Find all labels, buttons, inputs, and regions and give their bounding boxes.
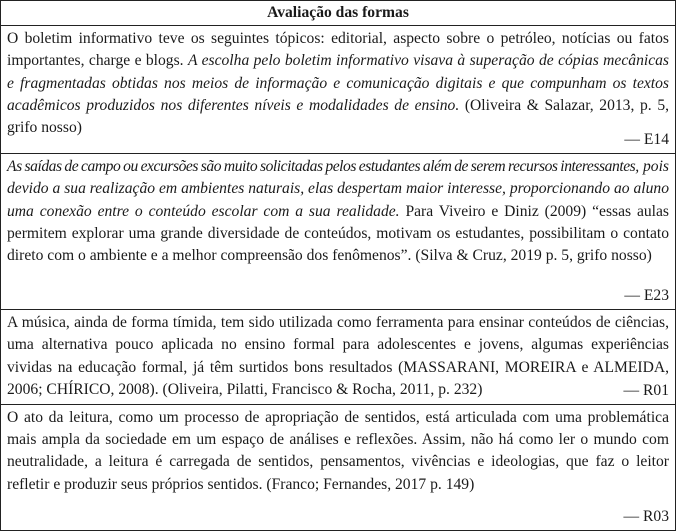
quote-text xyxy=(7,407,669,496)
quote-source: — E14 xyxy=(624,131,669,148)
table-header: Avaliação das formas xyxy=(1,1,676,26)
table-row xyxy=(1,154,676,310)
quote-source: — E23 xyxy=(624,287,669,304)
italic-segment: pois devido a sua realização em ambientes naturais, elas despertam maior interesse, proporcionando ao aluno uma conexão entre o conteúdo escolar com a sua realidade. xyxy=(7,158,669,220)
text-segment: (Oliveira & Salazar, 2013, p. 5, grifo nosso) xyxy=(7,96,670,137)
italic-segment: As saídas de campo ou excursões são muito solicitadas pelos estudantes além de serem recursos interessantes, xyxy=(7,158,639,176)
quote-text xyxy=(7,312,669,401)
quote-source: — R03 xyxy=(623,507,669,525)
quote-text xyxy=(7,28,669,139)
text-segment: O boletim informativo teve os seguintes tópicos: editorial, aspecto sobre o petróleo, notícias ou fatos importantes, charge e blogs. xyxy=(7,30,669,70)
italic-segment: A escolha pelo boletim informativo visava à superação de cópias mecânicas e fragmentadas obtidas nos meios de informação e comunicação digitais e que compunham os textos acadêmicos produzidos nos diferentes níveis e modalidades de ensino. xyxy=(7,52,669,114)
text-segment: A música, ainda de forma tímida, tem sido utilizada como ferramenta para ensinar conteúdos de ciências, uma alternativa pouco aplicada no ensino formal para adolescentes e jovens, algumas experiências vividas na educação formal, já têm surtidos bons resultados (MASSARANI, MOREIRA e ALMEIDA, 2006; CHÍRICO, 2008). (Oliveira, Pilatti, Francisco & Rocha, 2011, p. 232) xyxy=(7,314,669,398)
table-row xyxy=(1,26,676,154)
quote-source: — R01 xyxy=(623,381,669,399)
table-row xyxy=(1,310,676,405)
table-row xyxy=(1,405,676,531)
quote-text xyxy=(7,156,669,267)
text-segment: O ato da leitura, como um processo de apropriação de sentidos, está articulada com uma problemática mais ampla da sociedade em um espaço de análises e reflexões. Assim, não há como ler o mundo com neutralidade, a leitura é carregada de sentidos, pensamentos, vivências e ideologias, que faz o leitor refletir e produzir seus próprios sentidos. (Franco; Fernandes, 2017 p. 149) xyxy=(7,409,669,493)
text-segment: Para Viveiro e Diniz (2009) “essas aulas permitem explorar uma grande diversidade de conteúdos, motivam os estudantes, possibilitam o contato direto com o ambiente e a melhor compreensão dos fenômenos”. (Silva & Cruz, 2019 p. 5, grifo nosso) xyxy=(7,202,669,265)
